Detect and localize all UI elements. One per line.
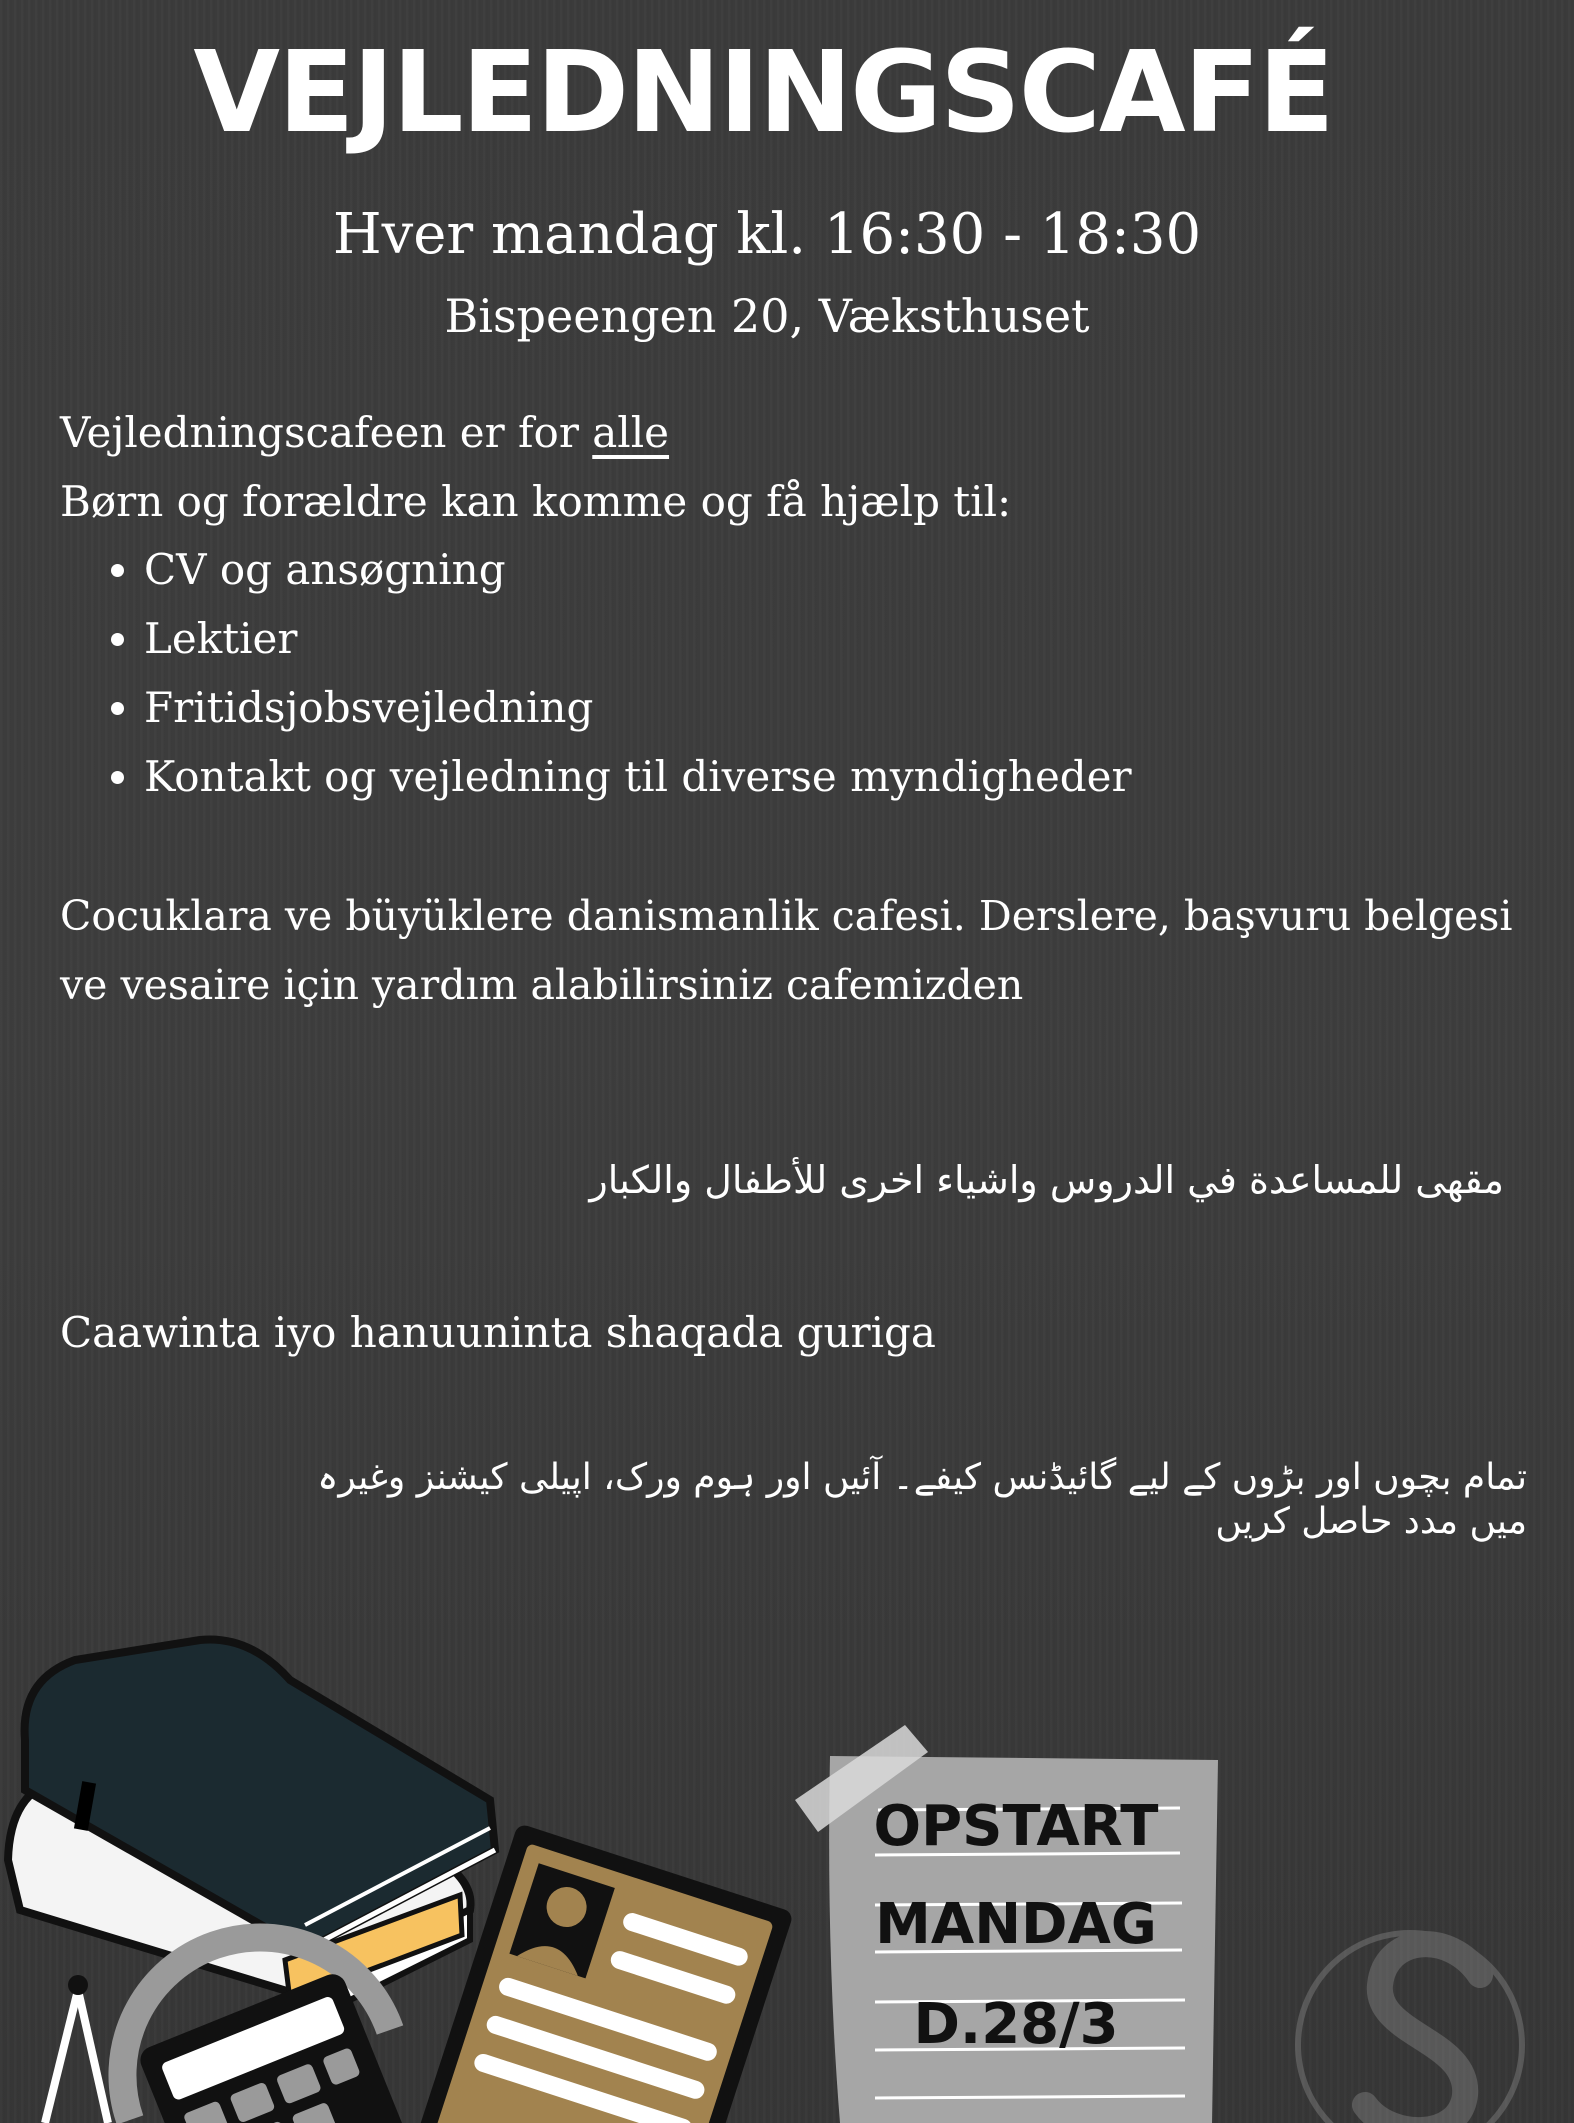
logo-watermark xyxy=(1298,1933,1522,2123)
list-item: • Fritidsjobsvejledning xyxy=(144,673,1132,742)
somali-text: Caawinta iyo hanuuninta shaqada guriga xyxy=(60,1308,936,1357)
bottom-illustration xyxy=(0,1600,1574,2123)
intro-prefix: Vejledningscafeen er for xyxy=(60,408,593,457)
note-line-3: D.28/3 xyxy=(913,1992,1119,2057)
services-list xyxy=(60,535,1132,811)
note-line-2: MANDAG xyxy=(875,1892,1157,1957)
schedule-text: Hver mandag kl. 16:30 - 18:30 xyxy=(332,202,1202,267)
list-item: • Lektier xyxy=(144,604,1132,673)
note-line-1: OPSTART xyxy=(873,1794,1159,1859)
note-paper xyxy=(795,1725,1218,2123)
urdu-line-1: تمام بچوں اور بڑوں کے لیے گائیڈنس کیفے۔ آئیں اور ہوم ورک، اپیلی کیشنز وغیرہ xyxy=(317,1457,1527,1498)
list-item: • CV og ansøgning xyxy=(144,535,1132,604)
arabic-text: مقهى للمساعدة في الدروس واشياء اخرى للأطفال والكبار xyxy=(589,1158,1504,1202)
turkish-line-2: ve vesaire için yardım alabilirsiniz cafemizden xyxy=(60,961,1024,1009)
intro-emphasis: alle xyxy=(592,408,670,457)
intro-line xyxy=(60,398,669,467)
id-card-icon xyxy=(416,1823,794,2123)
compass-icon xyxy=(45,1975,108,2123)
location-text: Bispeengen 20, Væksthuset xyxy=(444,289,1090,343)
page-title: VEJLEDNINGSCAFÉ xyxy=(193,28,1333,158)
list-item: • Kontakt og vejledning til diverse myndigheder xyxy=(144,742,1132,811)
turkish-line-1: Cocuklara ve büyüklere danismanlik cafesi. Derslere, başvuru belgesi xyxy=(60,892,1513,940)
help-intro: Børn og forældre kan komme og få hjælp til: xyxy=(60,477,1012,526)
urdu-line-2: میں مدد حاصل کریں xyxy=(1215,1501,1527,1542)
books-icon xyxy=(8,1640,495,2026)
